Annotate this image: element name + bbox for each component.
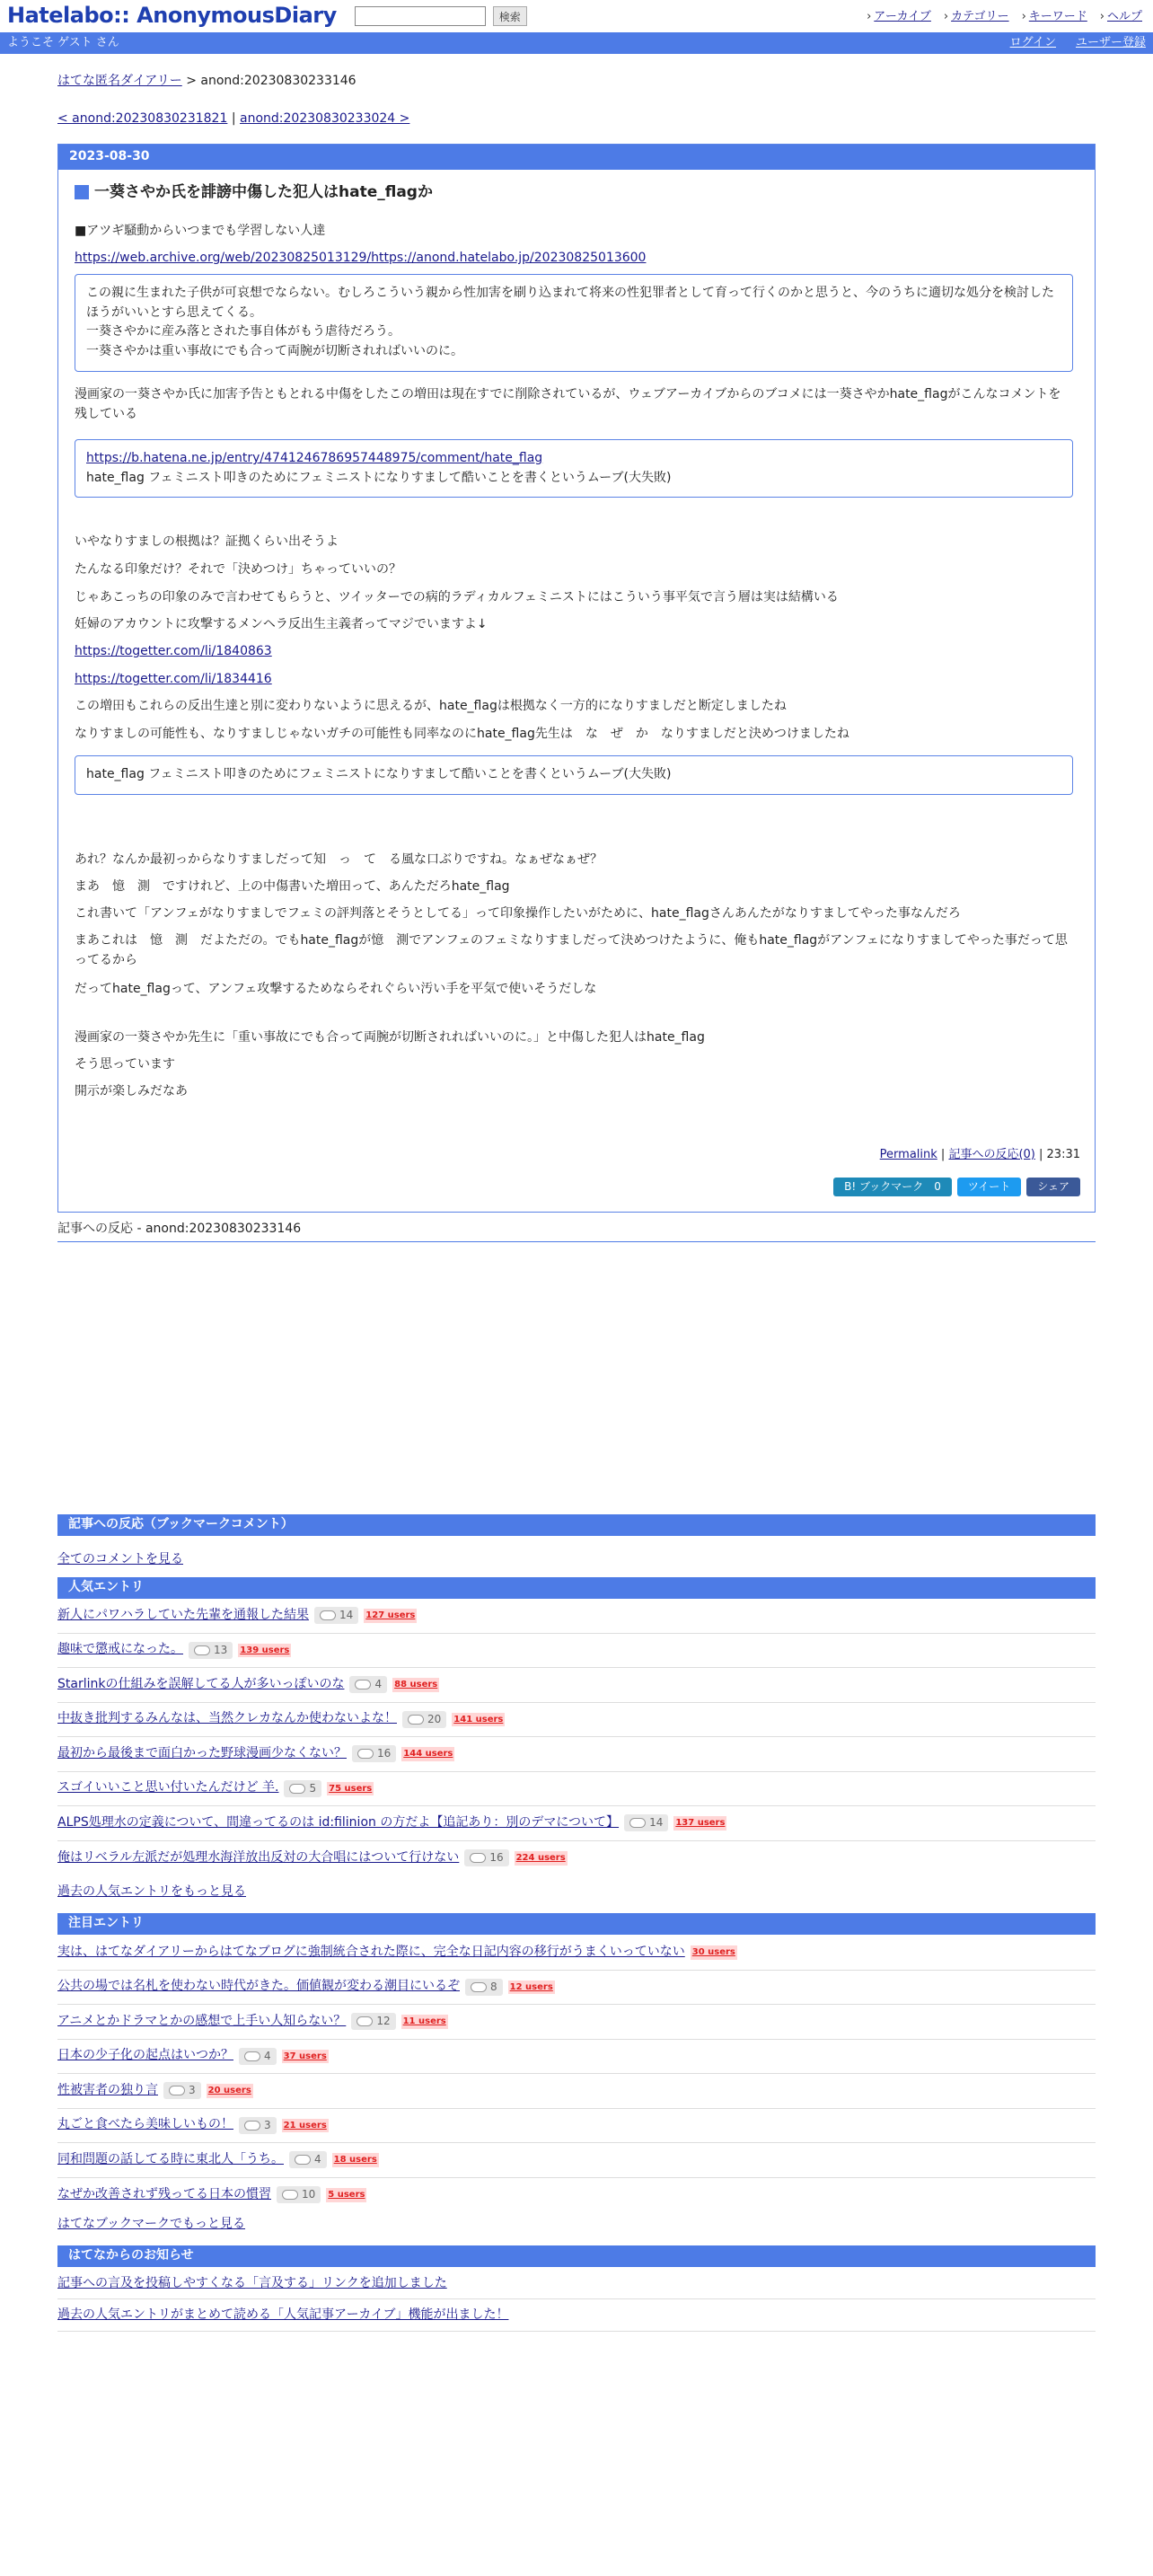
comment-bubble-icon	[244, 2051, 260, 2061]
users-badge[interactable]: 30 users	[691, 1945, 737, 1960]
news-item	[57, 2269, 1096, 2299]
news-link[interactable]: 過去の人気エントリがまとめて読める「人気記事アーカイブ」機能が出ました！	[57, 2307, 509, 2322]
comment-bubble-icon	[289, 1784, 305, 1794]
entry-row	[57, 2178, 1096, 2213]
entry-time: 23:31	[1046, 1148, 1080, 1161]
nav-category[interactable]: › カテゴリー	[944, 8, 1009, 26]
comment-count: 5	[309, 1781, 317, 1795]
comment-count-badge[interactable]	[239, 2048, 277, 2065]
users-badge[interactable]: 224 users	[515, 1851, 568, 1866]
entry-row	[57, 2109, 1096, 2144]
users-badge[interactable]: 11 users	[401, 2015, 448, 2029]
attention-heading: 注目エントリ	[57, 1913, 1096, 1935]
title-square-icon	[75, 185, 89, 199]
search-button[interactable]: 検索	[493, 6, 527, 26]
comment-count: 3	[264, 2118, 271, 2131]
entry-row	[57, 2143, 1096, 2178]
comment-count: 14	[649, 1816, 664, 1830]
quote-line: この親に生まれた子供が可哀想でならない。むしろこういう親から性加害を刷り込まれて将来の性犯罪者として育って行くのかと思うと、今のうちに適切な処分を検討したほうがいいとすら思えてくる。	[86, 286, 1054, 320]
breadcrumb-root[interactable]: はてな匿名ダイアリー	[57, 74, 182, 88]
top-header	[0, 0, 1153, 32]
entry-link[interactable]: スゴイいいこと思い付いたんだけど 羊.	[57, 1780, 279, 1795]
entry-link[interactable]: 中抜き批判するみんなは、当然クレカなんか使わないよな！	[57, 1711, 397, 1726]
users-badge[interactable]: 18 users	[332, 2153, 379, 2167]
breadcrumb-sep: >	[181, 74, 201, 88]
comment-count-badge[interactable]	[352, 1745, 396, 1762]
comment-count-badge[interactable]	[289, 2151, 327, 2168]
prev-entry-link[interactable]: < anond:20230830231821	[57, 111, 228, 126]
entry-title	[75, 181, 433, 204]
comment-count: 14	[339, 1609, 354, 1622]
users-badge[interactable]: 21 users	[282, 2119, 329, 2133]
comment-count-badge[interactable]	[189, 1642, 233, 1659]
users-badge[interactable]: 141 users	[452, 1713, 505, 1727]
users-badge[interactable]: 75 users	[327, 1782, 374, 1796]
entry-line: これ書いて「アンフェがなりすましでフェミの評判落とそうとしてる」って印象操作したいがために、hate_flagさんあんたがなりすましてやった事なんだろ	[75, 906, 961, 921]
entry-link[interactable]: なぜか改善されず残ってる日本の慣習	[57, 2186, 271, 2201]
entry-row	[57, 2040, 1096, 2075]
popular-heading: 人気エントリ	[57, 1577, 1096, 1599]
users-badge[interactable]: 5 users	[326, 2188, 366, 2202]
top-nav	[867, 8, 1142, 26]
comment-bubble-icon	[244, 2121, 260, 2130]
reaction-link[interactable]: 記事への反応(0)	[948, 1148, 1035, 1161]
comment-count: 13	[214, 1643, 228, 1656]
comment-bubble-icon	[357, 1749, 374, 1759]
entry-date: 2023-08-30	[58, 145, 1095, 170]
bookmark-comment-link[interactable]: https://b.hatena.ne.jp/entry/4741246786957448975/comment/hate_flag	[86, 451, 543, 465]
comment-count-badge[interactable]	[465, 1979, 503, 1996]
entry-row	[57, 1772, 1096, 1807]
entry-link[interactable]: 趣味で懲戒になった。	[57, 1642, 183, 1657]
entry-line: この増田もこれらの反出生達と別に変わりないように思えるが、hate_flagは根拠なく一方的になりすましだと断定しましたね	[75, 699, 787, 713]
comment-bubble-icon	[356, 2016, 373, 2026]
archive-link[interactable]: https://web.archive.org/web/20230825013129/https://anond.hatelabo.jp/20230825013600	[75, 251, 647, 265]
comment-bubble-icon	[629, 1818, 646, 1828]
welcome-text: ようこそ ゲスト さん	[7, 35, 119, 49]
entry-row	[57, 1936, 1096, 1971]
nav-archive[interactable]: › アーカイブ	[867, 8, 931, 26]
comment-count-badge[interactable]	[464, 1849, 508, 1866]
search-input[interactable]	[355, 6, 486, 26]
breadcrumb-current: anond:20230830233146	[200, 74, 356, 88]
popular-more-link[interactable]: 過去の人気エントリをもっと見る	[57, 1884, 246, 1899]
users-badge[interactable]: 127 users	[364, 1609, 417, 1623]
quote-block-2	[75, 439, 1073, 498]
login-link[interactable]: ログイン	[1009, 35, 1056, 49]
entry-line: 漫画家の一葵さやか先生に「重い事故にでも合って両腕が切断されればいいのに。」と中傷した犯人はhate_flag	[75, 1030, 705, 1045]
entry-row	[57, 1737, 1096, 1772]
comment-count: 12	[376, 2015, 391, 2028]
quote-block-1	[75, 274, 1073, 372]
reaction-heading: 記事への反応 - anond:20230830233146	[57, 1220, 1096, 1242]
entry-row	[57, 1668, 1096, 1703]
entry-paragraph: 漫画家の一葵さやか氏に加害予告ともとれる中傷をしたこの増田は現在すでに削除されているが、ウェブアーカイブからのブコメには一葵さやかhate_flagがこんなコメントを残している	[75, 387, 1061, 421]
comment-count-badge[interactable]	[402, 1711, 446, 1728]
comment-count-badge[interactable]	[277, 2186, 321, 2203]
comment-bubble-icon	[169, 2086, 185, 2095]
next-entry-link[interactable]: anond:20230830233024 >	[240, 111, 410, 126]
users-badge[interactable]: 20 users	[207, 2084, 253, 2098]
comment-count: 20	[427, 1712, 442, 1725]
all-comments-link[interactable]: 全てのコメントを見る	[57, 1552, 183, 1566]
entry-link[interactable]: Starlinkの仕組みを誤解してる人が多いっぽいのな	[57, 1676, 345, 1691]
breadcrumb	[57, 72, 356, 92]
news-item	[57, 2299, 1096, 2332]
users-badge[interactable]: 12 users	[508, 1981, 555, 1995]
comment-bubble-icon	[355, 1680, 371, 1689]
comment-count: 16	[489, 1851, 504, 1865]
entry-link[interactable]: 実は、はてなダイアリーからはてなブログに強制統合された際に、完全な日記内容の移行がうまくいっていない	[57, 1944, 685, 1959]
entry-line: あれ？なんか最初っからなりすましだって知 っ て る風な口ぶりですね。なぁぜなぁぜ？	[75, 852, 603, 867]
togetter-link[interactable]: https://togetter.com/li/1834416	[75, 672, 272, 686]
users-badge[interactable]: 88 users	[392, 1678, 439, 1692]
entry-row	[57, 1703, 1096, 1738]
entry-line: 妊婦のアカウントに攻撃するメンヘラ反出生主義者ってマジでいますよ↓	[75, 617, 488, 631]
comment-count-badge[interactable]	[351, 2013, 395, 2030]
entry-line: 開示が楽しみだなあ	[75, 1084, 188, 1098]
quote-line: hate_flag フェミニスト叩きのためにフェミニストになりすまして酷いことを書くというムーブ(大失敗)	[86, 470, 672, 485]
entry-line: たんなる印象だけ？それで「決めつけ」ちゃっていいの？	[75, 562, 401, 577]
comment-count-badge[interactable]	[239, 2117, 277, 2134]
share-buttons	[833, 1178, 1080, 1196]
comment-count-badge[interactable]	[314, 1607, 358, 1624]
users-badge[interactable]: 137 users	[673, 1816, 726, 1831]
quote-line: 一葵さやかは重い事故にでも合って両腕が切断されればいいのに。	[86, 344, 463, 359]
site-logo[interactable]: Hatelabo:: AnonymousDiary	[7, 3, 337, 29]
users-badge[interactable]: 37 users	[282, 2050, 329, 2064]
comment-count-badge[interactable]	[349, 1676, 387, 1693]
register-link[interactable]: ユーザー登録	[1075, 35, 1146, 49]
entry-line: そう思っています	[75, 1057, 175, 1072]
facebook-share-button[interactable]: シェア	[1026, 1178, 1080, 1196]
bookmark-comment-heading: 記事への反応（ブックマークコメント）	[57, 1514, 1096, 1536]
entry-line: まあ 憶 測 ですけれど、上の中傷書いた増田って、あんただろhate_flag	[75, 879, 510, 894]
quote-block-3	[75, 755, 1073, 795]
entry-row	[57, 1971, 1096, 2006]
comment-count-badge[interactable]	[284, 1780, 321, 1797]
entry-line: いやなりすましの根拠は？証拠くらい出そうよ	[75, 534, 339, 549]
entry-link[interactable]: 最初から最後まで面白かった野球漫画少なくない？	[57, 1745, 347, 1760]
comment-bubble-icon	[471, 1982, 487, 1992]
entry-line: なりすましの可能性も、なりすましじゃないガチの可能性も同率なのにhate_flag先生は な ぜ か なりすましだと決めつけましたね	[75, 727, 849, 741]
comment-bubble-icon	[470, 1853, 486, 1863]
entry-link[interactable]: 公共の場では名札を使わない時代がきた。価値観が変わる潮目にいるぞ	[57, 1979, 460, 1994]
comment-count-badge[interactable]	[163, 2082, 201, 2099]
comment-count: 10	[302, 2188, 316, 2201]
quote-line: hate_flag フェミニスト叩きのためにフェミニストになりすまして酷いことを書くというムーブ(大失敗)	[86, 767, 672, 781]
entry-link[interactable]: 丸ごと食べたら美味しいもの！	[57, 2117, 233, 2132]
entry-line: まあこれは 憶 測 だよただの。でもhate_flagが憶 測でアンフェのフェミなりすましだって決めつけたように、俺もhate_flagがアンフェになりすましてやった事だって思ってるから	[75, 933, 1068, 967]
entry-link[interactable]: 新人にパワハラしていた先輩を通報した結果	[57, 1607, 309, 1622]
comment-count: 4	[314, 2153, 321, 2166]
prev-next-nav	[57, 110, 409, 129]
users-badge[interactable]: 144 users	[401, 1747, 454, 1761]
comment-bubble-icon	[295, 2155, 311, 2165]
comment-count: 8	[490, 1980, 497, 1993]
tweet-button[interactable]: ツイート	[957, 1178, 1021, 1196]
attention-more-link[interactable]: はてなブックマークでもっと見る	[57, 2217, 246, 2231]
entry-row	[57, 2074, 1096, 2109]
togetter-link[interactable]: https://togetter.com/li/1840863	[75, 644, 272, 658]
nav-keyword[interactable]: › キーワード	[1022, 8, 1087, 26]
users-badge[interactable]: 139 users	[238, 1644, 291, 1658]
entry-row	[57, 1841, 1096, 1876]
entry-link[interactable]: ALPS処理水の定義について、間違ってるのは id:filinion の方だよ【追記あり：別のデマについて】	[57, 1814, 620, 1830]
nav-separator: |	[227, 111, 241, 126]
entry-link[interactable]: 同和問題の話してる時に東北人「うち。	[57, 2151, 284, 2166]
entry-link[interactable]: 性被害者の独り言	[57, 2082, 158, 2097]
entry-line: だってhate_flagって、アンフェ攻撃するためならそれぐらい汚い手を平気で使いそうだしな	[75, 982, 597, 996]
user-bar	[0, 32, 1153, 54]
comment-count-badge[interactable]	[624, 1814, 668, 1831]
entry-link[interactable]: 俺はリベラル左派だが処理水海洋放出反対の大合唱にはついて行けない	[57, 1849, 460, 1865]
entry-link[interactable]: 日本の少子化の起点はいつか？	[57, 2048, 233, 2063]
entry-footer: Permalink | 記事への反応(0) | 23:31	[879, 1148, 1080, 1161]
entry-title-text: 一葵さやか氏を誹謗中傷した犯人はhate_flagか	[94, 183, 433, 201]
comment-count: 4	[264, 2049, 271, 2062]
entry-row	[57, 1806, 1096, 1841]
comment-count: 16	[377, 1747, 392, 1760]
comment-count: 4	[374, 1678, 383, 1691]
entry-row	[57, 1599, 1096, 1634]
entry-row	[57, 1634, 1096, 1669]
entry-box	[57, 144, 1096, 1213]
entry-row	[57, 2005, 1096, 2040]
permalink[interactable]: Permalink	[879, 1148, 937, 1161]
comment-count: 3	[189, 2084, 196, 2097]
comment-bubble-icon	[282, 2190, 298, 2200]
nav-help[interactable]: › ヘルプ	[1100, 8, 1142, 26]
hatena-bookmark-button[interactable]: B! ブックマーク 0	[833, 1178, 952, 1196]
news-link[interactable]: 記事への言及を投稿しやすくなる「言及する」リンクを追加しました	[57, 2275, 447, 2290]
comment-bubble-icon	[408, 1715, 424, 1725]
quote-line: 一葵さやかに産み落とされた事自体がもう虐待だろう。	[86, 324, 400, 340]
comment-bubble-icon	[194, 1645, 210, 1655]
entry-line: じゃあこっちの印象のみで言わせてもらうと、ツイッターでの病的ラディカルフェミニストにはこういう事平気で言う層は実は結構いる	[75, 590, 839, 604]
comment-bubble-icon	[320, 1610, 336, 1620]
entry-line: ■アツギ騒動からいつまでも学習しない人達	[75, 224, 326, 238]
entry-link[interactable]: アニメとかドラマとかの感想で上手い人知らない？	[57, 2013, 347, 2028]
news-heading: はてなからのお知らせ	[57, 2245, 1096, 2267]
